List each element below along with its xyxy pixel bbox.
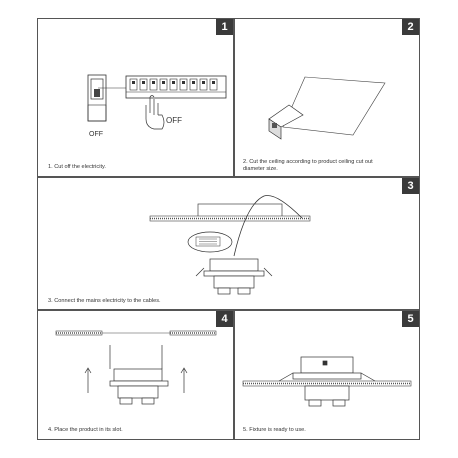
step-5-number: 5	[402, 311, 419, 327]
step-3-caption: 3. Connect the mains electricity to the cables.	[48, 298, 161, 304]
downlight-fixture-icon	[110, 345, 168, 404]
ceiling-icon	[56, 331, 216, 335]
downlight-fixture-icon	[196, 259, 272, 294]
step-5-illustration	[235, 311, 421, 441]
step-1-caption: 1. Cut off the electricity.	[48, 164, 106, 170]
cutter-knife-icon	[269, 105, 303, 139]
connector-callout-icon	[188, 232, 232, 252]
step-2-caption: 2. Cut the ceiling according to product ceiling cut out diameter size.	[243, 159, 373, 172]
circuit-breaker-icon	[88, 75, 106, 121]
step-1-panel	[37, 18, 234, 177]
step-4-caption: 4. Place the product in its slot.	[48, 427, 123, 433]
step-4-number: 4	[216, 311, 233, 327]
step-4-illustration	[38, 311, 235, 441]
hand-icon	[146, 96, 164, 130]
step-1-number: 1	[216, 19, 233, 35]
off-label-left: OFF	[89, 131, 103, 138]
off-label-hand: OFF	[166, 116, 182, 125]
step-3-number: 3	[402, 178, 419, 194]
step-5-panel	[234, 310, 420, 440]
step-3-panel	[37, 177, 420, 310]
step-2-number: 2	[402, 19, 419, 35]
ceiling-panel-icon	[283, 77, 385, 135]
ceiling-icon	[150, 204, 310, 221]
step-2-illustration	[235, 19, 421, 178]
switch-row-icon	[98, 76, 226, 98]
step-4-panel	[37, 310, 234, 440]
step-5-caption: 5. Fixture is ready to use.	[243, 427, 306, 433]
step-2-panel	[234, 18, 420, 177]
ceiling-icon	[243, 381, 411, 386]
step-3-illustration	[38, 178, 421, 311]
step-1-illustration	[38, 19, 235, 178]
